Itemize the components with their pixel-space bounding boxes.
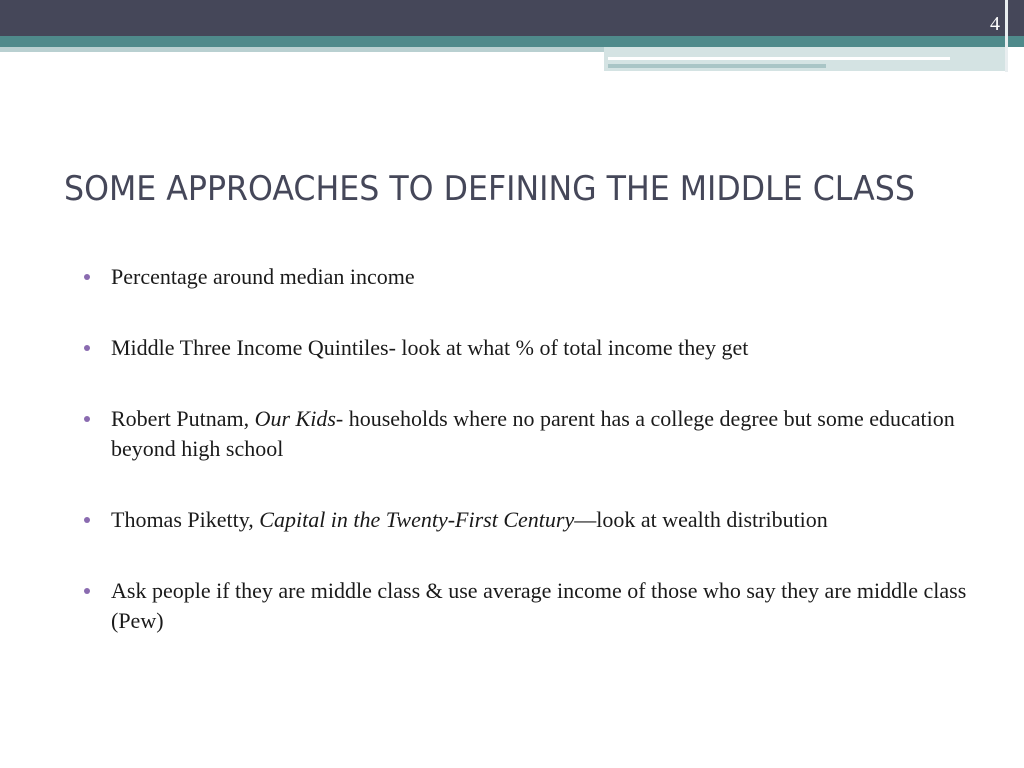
bullet-text: Middle Three Income Quintiles- look at what % of total income they get — [111, 335, 749, 360]
bullet-text: Ask people if they are middle class & use average income of those who say they are middle class (Pew) — [111, 578, 967, 633]
bullet-dot-icon — [84, 416, 90, 422]
bullet-dot-icon — [84, 274, 90, 280]
bullet-item — [84, 262, 984, 292]
bullet-dot-icon — [84, 588, 90, 594]
header-divider — [1005, 0, 1008, 72]
bullet-text-prefix: Robert Putnam, — [111, 406, 255, 431]
header-band — [0, 0, 1024, 36]
header-accent-edge — [1007, 47, 1024, 71]
bullet-text-suffix: —look at wealth distribution — [574, 507, 828, 532]
bullet-text-prefix: Thomas Piketty, — [111, 507, 260, 532]
bullet-item — [84, 404, 984, 464]
bullet-item — [84, 576, 984, 636]
bullet-dot-icon — [84, 517, 90, 523]
header-stripe-light — [0, 47, 604, 52]
bullet-text: Percentage around median income — [111, 264, 415, 289]
book-title-capital: Capital in the Twenty-First Century — [259, 507, 575, 532]
header-accent-line — [608, 57, 950, 60]
slide-title: SOME APPROACHES TO DEFINING THE MIDDLE CLASS — [64, 169, 915, 209]
book-title-our-kids: Our Kids — [254, 406, 336, 431]
bullet-item — [84, 505, 984, 535]
bullet-list — [84, 262, 984, 636]
bullet-dot-icon — [84, 345, 90, 351]
header-accent-line-short — [608, 64, 826, 68]
bullet-item — [84, 333, 984, 363]
bullet-text-suffix: - households where no parent has a college degree but some education beyond high school — [111, 406, 955, 461]
header-stripe-teal — [0, 36, 1024, 47]
slide-number: 4 — [990, 13, 1000, 35]
